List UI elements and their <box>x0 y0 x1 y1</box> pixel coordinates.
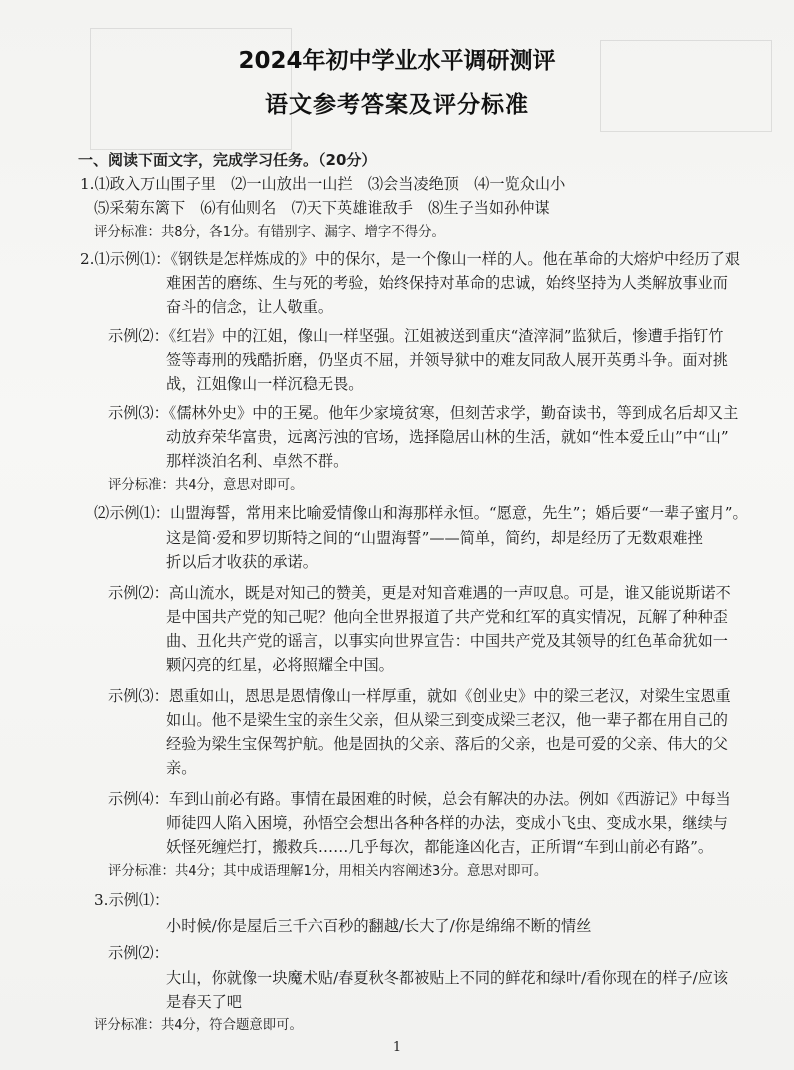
q2-example-line: 如山。他不是梁生宝的亲生父亲，但从梁三到变成梁三老汉，他一辈子都在用自己的 <box>166 711 728 729</box>
q2-example-line: 2.⑴示例⑴：《钢铁是怎样炼成的》中的保尔，是一个像山一样的人。他在革命的大熔炉中经历了艰 <box>80 250 740 268</box>
q2-example-line: 示例⑵：高山流水，既是对知己的赞美，更是对知音难遇的一声叹息。可是，谁又能说斯诺不 <box>108 584 731 602</box>
q2-example-line: 签等毒刑的残酷折磨，仍坚贞不屈，并领导狱中的难友同敌人展开英勇斗争。面对挑 <box>166 351 728 369</box>
q2-example-line: 妖怪死缠烂打，搬救兵……几乎每次，都能逢凶化吉，正所谓“车到山前必有路”。 <box>166 838 714 856</box>
q2-example-line: 示例⑶：《儒林外史》中的王冕。他年少家境贫寒，但刻苦求学，勤奋读书，等到成名后却又主 <box>108 404 739 422</box>
q1-scoring-criteria: 评分标准：共8分，各1分。有错别字、漏字、增字不得分。 <box>94 225 445 240</box>
page-title: 2024年初中学业水平调研测评 <box>238 48 556 74</box>
q2-example-line: 曲、丑化共产党的谣言，以事实向世界宣告：中国共产党及其领导的红色革命犹如一 <box>166 632 728 650</box>
q3-example-line: 小时候/你是屋后三千六百秒的翻越/长大了/你是绵绵不断的情丝 <box>166 917 592 935</box>
q2-example-line: 示例⑷：车到山前必有路。事情在最困难的时候，总会有解决的办法。例如《西游记》中每当 <box>108 790 731 808</box>
q2-example-line: 颗闪亮的红星，必将照耀全中国。 <box>166 656 394 674</box>
q2-example-line: 示例⑶：恩重如山，恩思是恩情像山一样厚重，就如《创业史》中的梁三老汉，对梁生宝恩重 <box>108 687 731 705</box>
q3-scoring-criteria: 评分标准：共4分，符合题意即可。 <box>94 1018 303 1033</box>
q2-example-line: 师徒四人陷入困境，孙悟空会想出各种各样的办法，变成小飞虫、变成水果，继续与 <box>166 814 728 832</box>
page-number: 1 <box>392 1040 402 1055</box>
page-subtitle: 语文参考答案及评分标准 <box>265 92 529 118</box>
q2-example-line: 亲。 <box>166 759 197 777</box>
q3-example-line: 大山，你就像一块魔术贴/春夏秋冬都被贴上不同的鲜花和绿叶/看你现在的样子/应该 <box>166 969 729 987</box>
q2-scoring-criteria: 评分标准：共4分；其中成语理解1分，用相关内容阐述3分。意思对即可。 <box>108 864 548 879</box>
q2-example-line: 经验为梁生宝保驾护航。他是固执的父亲、落后的父亲，也是可爱的父亲、伟大的父 <box>166 735 728 753</box>
q2-example-line: 那样淡泊名利、卓然不群。 <box>166 452 349 470</box>
q1-answer-line: 1.⑴政入万山围子里 ⑵一山放出一山拦 ⑶会当凌绝顶 ⑷一览众山小 <box>80 175 566 193</box>
q3-example-label: 3.示例⑴： <box>94 891 170 909</box>
q2-example-line: 奋斗的信念，让人敬重。 <box>166 298 334 316</box>
q2-example-line: 折以后才收获的承诺。 <box>166 553 318 571</box>
q2-example-line: ⑵示例⑴：山盟海誓，常用来比喻爱情像山和海那样永恒。“愿意，先生”；婚后要“一辈子蜜月”。 <box>94 504 748 522</box>
section-heading: 一、阅读下面文字，完成学习任务。（20分） <box>78 151 377 169</box>
q3-example-label: 示例⑵： <box>108 944 169 962</box>
q2-example-line: 示例⑵：《红岩》中的江姐，像山一样坚强。江姐被送到重庆“渣滓洞”监狱后，惨遭手指钉竹 <box>108 327 724 345</box>
q3-example-line: 是春天了吧 <box>166 993 242 1011</box>
q2-scoring-criteria: 评分标准：共4分，意思对即可。 <box>108 478 304 493</box>
q2-example-line: 动放弃荣华富贵，远离污浊的官场，选择隐居山林的生活，就如“性本爱丘山”中“山” <box>166 428 729 446</box>
q1-answer-line: ⑸采菊东篱下 ⑹有仙则名 ⑺天下英雄谁敌手 ⑻生子当如孙仲谋 <box>94 199 550 217</box>
q2-example-line: 是中国共产党的知己呢？他向全世界报道了共产党和红军的真实情况，瓦解了种种歪 <box>166 608 728 626</box>
q2-example-line: 战，江姐像山一样沉稳无畏。 <box>166 375 364 393</box>
q2-example-line: 难困苦的磨练、生与死的考验，始终保持对革命的忠诚，始终坚持为人类解放事业而 <box>166 274 728 292</box>
q2-example-line: 这是简·爱和罗切斯特之间的“山盟海誓”——简单，简约，却是经历了无数艰难挫 <box>166 529 703 547</box>
